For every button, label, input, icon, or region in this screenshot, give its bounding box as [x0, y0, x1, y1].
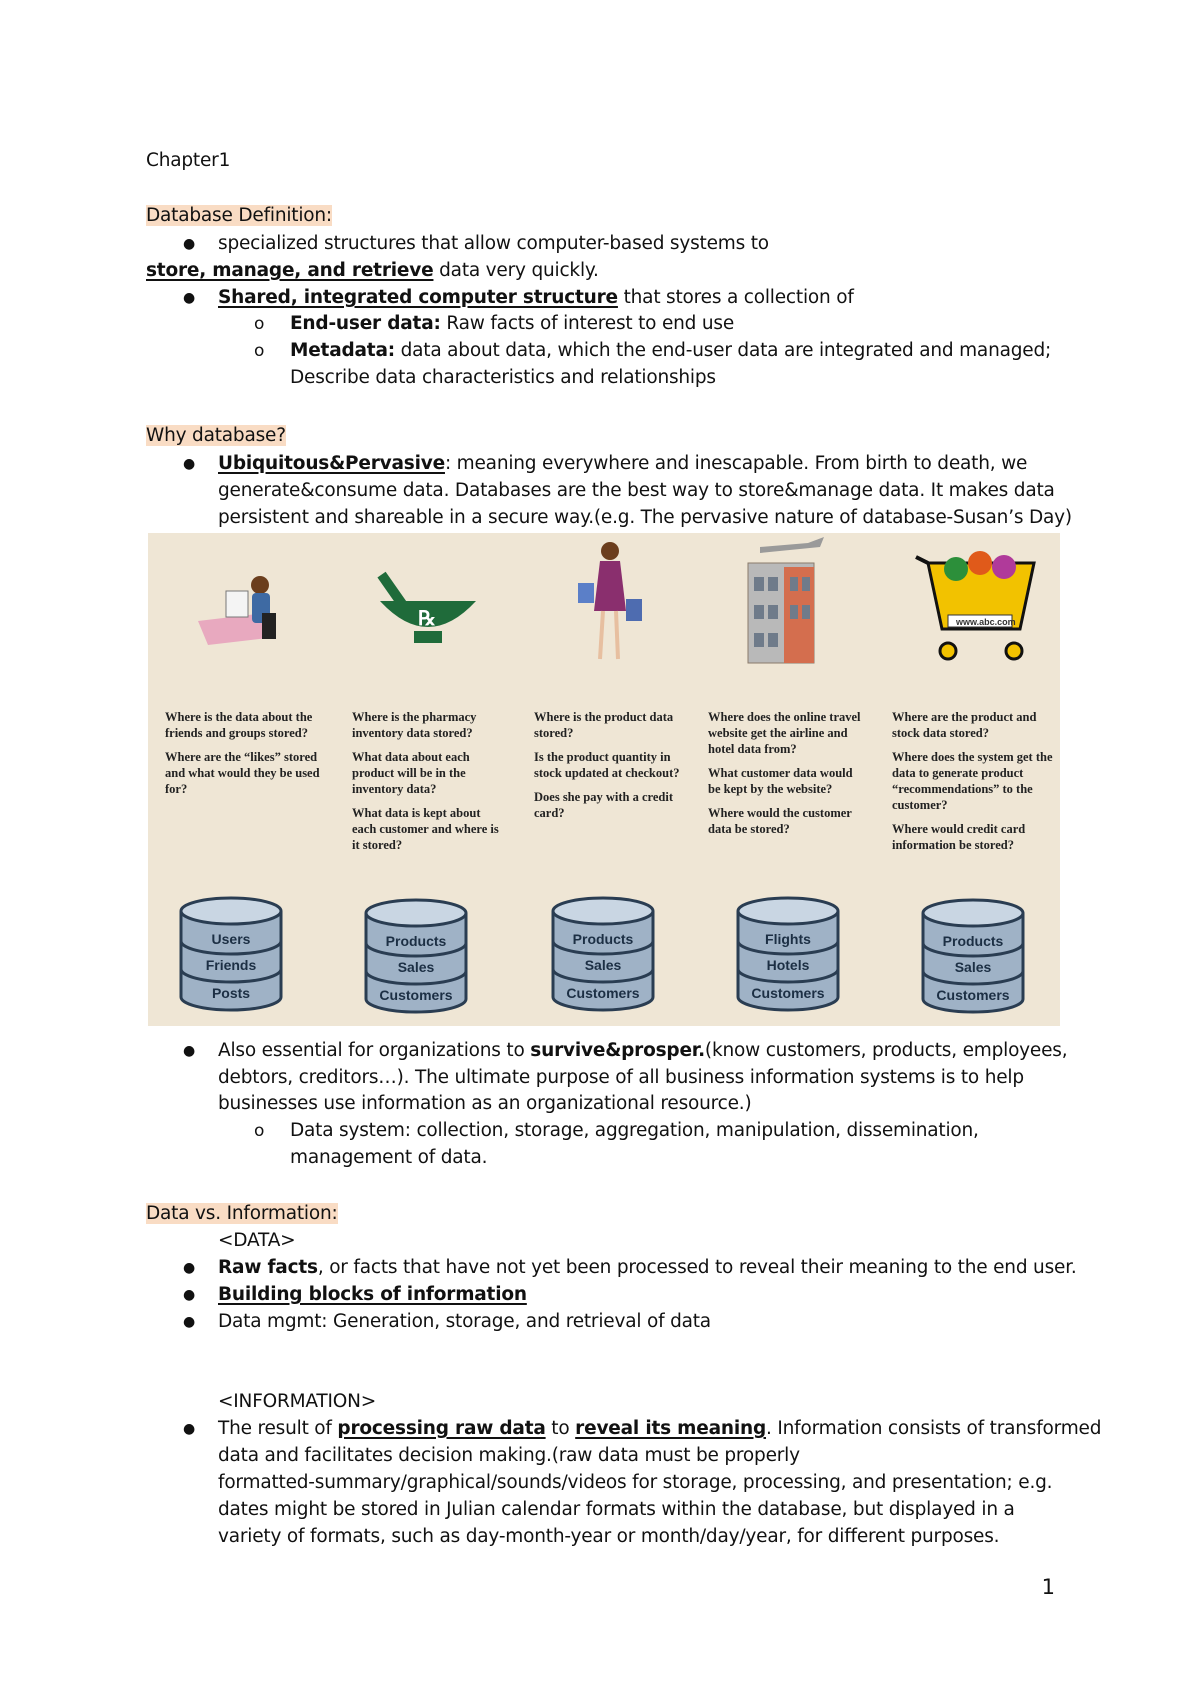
shared-integrated-structure: Shared, integrated computer structure: [218, 287, 618, 308]
bullet-icon: ●: [183, 1260, 196, 1276]
store-manage-retrieve: store, manage, and retrieve: [146, 260, 434, 281]
survive-prosper: survive&prosper.: [530, 1040, 705, 1061]
essential-line-2: debtors, creditors…). The ultimate purpose of all business information systems is to help: [218, 1067, 1024, 1088]
data-vs-info-heading-text: Data vs. Information:: [146, 1203, 338, 1224]
definition-bullet-1-cont: [146, 258, 599, 284]
bullet-icon: ●: [183, 1314, 196, 1330]
question: Where is the product data stored?: [534, 710, 674, 740]
question: Where would the customer data be stored?: [708, 806, 852, 836]
why-heading-text: Why database?: [146, 425, 286, 446]
enduser-data-text: Raw facts of interest to end use: [440, 313, 735, 334]
bullet-icon: ●: [183, 290, 196, 306]
info-pre: The result of: [218, 1418, 338, 1439]
why-bullet-1-line2: generate&consume data. Databases are the best way to store&manage data. It makes data: [218, 480, 1055, 501]
question: Where is the data about the friends and groups stored?: [165, 710, 313, 740]
svg-text:℞: ℞: [418, 608, 436, 630]
db-table-label: Sales: [584, 957, 622, 973]
figure-illustrations: [148, 533, 1060, 693]
bullet-icon: ●: [183, 1287, 196, 1303]
db-table-label: Customers: [379, 987, 453, 1003]
definition-bullet-1-rest: data very quickly.: [433, 260, 599, 281]
why-heading: [146, 423, 286, 449]
essential-rest: (know customers, products, employees,: [704, 1040, 1068, 1061]
question: Where are the “likes” stored and what would they be used for?: [165, 750, 320, 796]
questions-column-2: [352, 709, 502, 861]
database-cylinder-1: [178, 895, 284, 1015]
question: Where are the product and stock data stored?: [892, 710, 1037, 740]
info-mid: to: [545, 1418, 576, 1439]
bullet-icon: ●: [183, 1421, 196, 1437]
db-table-label: Products: [572, 931, 634, 947]
data-tag: <DATA>: [218, 1230, 296, 1251]
data-bullet-2: [218, 1282, 527, 1308]
definition-bullet-2: [218, 285, 854, 311]
ubiquitous-pervasive: Ubiquitous&Pervasive: [218, 453, 445, 474]
essential-line-1: [218, 1038, 1067, 1064]
why-bullet-1: [218, 451, 1027, 477]
question: Where is the pharmacy inventory data stored?: [352, 710, 477, 740]
question: Where does the online travel website get the airline and hotel data from?: [708, 710, 861, 756]
db-table-label: Users: [211, 931, 251, 947]
questions-column-1: [165, 709, 327, 805]
info-line-2: data and facilitates decision making.(raw data must be properly: [218, 1445, 800, 1466]
circle-bullet-icon: o: [254, 314, 265, 334]
db-table-label: Friends: [205, 957, 257, 973]
question: What data about each product will be in the inventory data?: [352, 750, 470, 796]
db-table-label: Sales: [397, 959, 435, 975]
info-line-3: formatted-summary/graphical/sounds/videos for storage, processing, and presentation; e.g.: [218, 1472, 1053, 1493]
hotel-airplane-icon: [748, 537, 824, 663]
bullet-icon: ●: [183, 456, 196, 472]
db-table-label: Sales: [954, 959, 992, 975]
bullet-icon: ●: [183, 1043, 196, 1059]
info-line-1: [218, 1416, 1101, 1442]
website-label: www.abc.com: [956, 617, 1016, 627]
db-table-label: Flights: [765, 931, 811, 947]
essential-pre: Also essential for organizations to: [218, 1040, 531, 1061]
database-cylinder-4: [735, 895, 841, 1015]
info-line-5: variety of formats, such as day-month-year or month/day/year, for different purposes.: [218, 1526, 1000, 1547]
database-cylinder-5: [920, 897, 1026, 1017]
data-system-line-1: Data system: collection, storage, aggregation, manipulation, dissemination,: [290, 1120, 979, 1141]
definition-heading-text: Database Definition:: [146, 205, 332, 226]
question: What data is kept about each customer and where is it stored?: [352, 806, 499, 852]
susans-day-figure: [148, 533, 1060, 1026]
bullet-icon: ●: [183, 236, 196, 252]
reveal-its-meaning: reveal its meaning: [575, 1418, 766, 1439]
shopping-cart-icon: [916, 551, 1034, 659]
circle-bullet-icon: o: [254, 1121, 265, 1141]
questions-column-3: [534, 709, 692, 829]
info-rest: . Information consists of transformed: [766, 1418, 1102, 1439]
database-cylinder-2: [363, 897, 469, 1017]
data-bullet-1: [218, 1255, 1077, 1281]
mortar-pestle-icon: [377, 572, 476, 643]
essential-line-3: businesses use information as an organizational resource.): [218, 1093, 752, 1114]
questions-column-5: [892, 709, 1058, 861]
question: Where would credit card information be stored?: [892, 822, 1026, 852]
metadata-item-cont: Describe data characteristics and relationships: [290, 367, 716, 388]
question: Where does the system get the data to generate product “recommendations” to the customer?: [892, 750, 1053, 812]
why-bullet-1-line3: persistent and shareable in a secure way.(e.g. The pervasive nature of database-Susan’s Day): [218, 507, 1072, 528]
info-line-4: dates might be stored in Julian calendar formats within the database, but displayed in a: [218, 1499, 1015, 1520]
why-bullet-1-rest: : meaning everywhere and inescapable. From birth to death, we: [444, 453, 1028, 474]
building-blocks: Building blocks of information: [218, 1284, 527, 1305]
shopping-woman-icon: [578, 542, 642, 659]
db-table-label: Customers: [751, 985, 825, 1001]
question: What customer data would be kept by the website?: [708, 766, 853, 796]
circle-bullet-icon: o: [254, 341, 265, 361]
data-bullet-3: Data mgmt: Generation, storage, and retrieval of data: [218, 1311, 711, 1332]
metadata-label: Metadata:: [290, 340, 395, 361]
database-cylinder-3: [550, 895, 656, 1015]
db-table-label: Products: [942, 933, 1004, 949]
definition-heading: [146, 203, 332, 229]
raw-facts: Raw facts: [218, 1257, 318, 1278]
question: Is the product quantity in stock updated at checkout?: [534, 750, 680, 780]
db-table-label: Products: [385, 933, 447, 949]
enduser-data-item: [290, 311, 734, 337]
metadata-item: [290, 338, 1051, 364]
data-vs-info-heading: [146, 1201, 338, 1227]
db-table-label: Hotels: [766, 957, 810, 973]
metadata-text: data about data, which the end-user data are integrated and managed;: [394, 340, 1052, 361]
page-number: 1: [1041, 1575, 1055, 1599]
chapter-title: Chapter1: [146, 150, 231, 171]
questions-column-4: [708, 709, 868, 845]
question: Does she pay with a credit card?: [534, 790, 674, 820]
person-at-computer-icon: [198, 576, 276, 645]
definition-bullet-2-rest: that stores a collection of: [617, 287, 854, 308]
definition-bullet-1: specialized structures that allow computer-based systems to: [218, 233, 769, 254]
enduser-data-label: End-user data:: [290, 313, 441, 334]
information-tag: <INFORMATION>: [218, 1391, 377, 1412]
db-table-label: Customers: [936, 987, 1010, 1003]
data-bullet-1-rest: , or facts that have not yet been processed to reveal their meaning to the end user.: [317, 1257, 1077, 1278]
data-system-line-2: management of data.: [290, 1147, 488, 1168]
processing-raw-data: processing raw data: [337, 1418, 546, 1439]
db-table-label: Customers: [566, 985, 640, 1001]
db-table-label: Posts: [211, 985, 251, 1001]
